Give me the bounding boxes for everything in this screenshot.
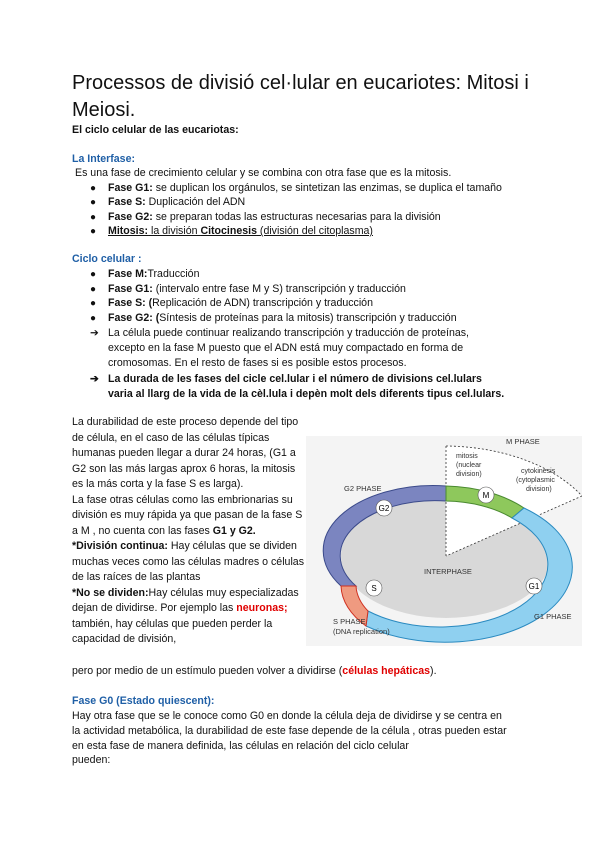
bullet-icon: ● xyxy=(90,269,97,280)
text: ). xyxy=(430,665,437,677)
mitosis-text: (nuclear xyxy=(456,462,482,469)
g1-label: G1 xyxy=(528,582,540,591)
item-label: Fase G2: xyxy=(108,211,153,223)
bullet-icon: ● xyxy=(90,298,97,309)
item-label: Fase G2: ( xyxy=(108,312,160,324)
paragraph xyxy=(72,586,304,648)
item-text: (intervalo entre fase M y S) transcripción y traducción xyxy=(152,283,406,295)
item-text: la división xyxy=(148,225,201,237)
bullet-icon: ● xyxy=(90,183,97,194)
text-line: en esta fase de manera definida, las células en relación del ciclo celular xyxy=(72,739,409,752)
list-item xyxy=(90,210,441,225)
m-label: M xyxy=(482,491,490,500)
arrow-text-line: La célula puede continuar realizando transcripción y traducción de proteínas, xyxy=(108,327,469,339)
interphase-label: INTERPHASE xyxy=(424,567,472,576)
text: Hay células muy especializadas dejan de dividirse. Por ejemplo las xyxy=(72,586,299,614)
text-bold: G1 y G2. xyxy=(212,524,256,537)
dna-replication-label: (DNA replication) xyxy=(333,627,390,636)
mitosis-text: mitosis xyxy=(456,453,478,460)
arrow-right-icon: ➔ xyxy=(90,327,99,339)
list-item xyxy=(90,224,373,239)
item-label: Fase G1: xyxy=(108,283,153,295)
interfase-heading: La Interfase: xyxy=(72,153,135,165)
list-item xyxy=(90,181,502,196)
g0-text xyxy=(72,709,507,768)
paragraph xyxy=(72,493,304,540)
g0-heading: Fase G0 (Estado quiescent): xyxy=(72,695,215,707)
text-bold: *División continua: xyxy=(72,540,168,552)
s-label: S xyxy=(371,584,377,593)
list-item xyxy=(90,282,406,297)
bullet-icon: ● xyxy=(90,197,97,208)
cell-cycle-diagram xyxy=(306,436,582,646)
item-text: se duplican los orgánulos, se sintetizan las enzimas, se duplica el tamaño xyxy=(152,182,502,194)
g2-phase-label: G2 PHASE xyxy=(344,484,382,493)
text-bold: *No se dividen: xyxy=(72,586,149,599)
item-label: Fase G1: xyxy=(108,182,153,194)
arrow-item xyxy=(90,372,505,402)
item-text: Síntesis de proteínas para la mitosis) transcripción y traducción xyxy=(159,312,457,324)
arrow-text-line: excepto en la fase M puesto que el ADN está muy compactado en forma de xyxy=(108,342,464,354)
paragraph xyxy=(72,664,437,679)
item-text: se preparan todas las estructuras necesarias para la división xyxy=(152,211,441,223)
text: también, hay células que pueden perder la capacidad de división, xyxy=(72,617,273,645)
arrow-text-line: varia al llarg de la vida de la cèl.lula i depèn molt dels diferents tipus cel.lulars. xyxy=(108,388,505,400)
bullet-icon: ● xyxy=(90,226,97,237)
text-line: Hay otra fase que se le conoce como G0 en donde la célula deja de dividirse y se centra en xyxy=(72,710,502,722)
item-bold: Citocinesis xyxy=(200,225,257,237)
item-label: Fase M: xyxy=(108,268,148,280)
highlight-neuronas: neuronas; xyxy=(236,602,288,614)
ciclo-heading: Ciclo celular : xyxy=(72,253,142,265)
cytokinesis-text: division) xyxy=(526,486,552,493)
arrow-text-line: La durada de les fases del cicle cel.lular i el número de divisions cel.lulars xyxy=(108,373,482,385)
g2-label: G2 xyxy=(378,504,390,513)
text: La fase otras células como las embrionarias su división es muy rápida ya que pasan de la fase S a M , no cuenta con las fases xyxy=(72,493,303,537)
durabilidad-text xyxy=(72,415,304,648)
highlight-hepaticas: células hepáticas xyxy=(342,665,431,677)
bullet-icon: ● xyxy=(90,313,97,324)
item-label: Mitosis: xyxy=(108,225,149,237)
list-item xyxy=(90,311,457,326)
list-item xyxy=(90,296,373,311)
page-title: Processos de divisió cel·lular en eucariotes: Mitosi i Meiosi. xyxy=(72,72,529,121)
paragraph xyxy=(72,539,304,586)
item-text: Replicación de ADN) transcripción y traducción xyxy=(152,297,373,309)
cytokinesis-text: (cytoplasmic xyxy=(516,477,555,484)
item-text: (división del citoplasma) xyxy=(256,225,373,237)
text: pero por medio de un estímulo pueden volver a dividirse ( xyxy=(72,665,343,677)
paragraph: La durabilidad de este proceso depende del tipo de célula, en el caso de las células típicas humanas pueden llegar a durar 24 horas, (G1 a G2 son las más largas aprox 6 horas, la mitosis es la más corta y la fase S es larga). xyxy=(72,416,299,490)
section-subtitle: El ciclo celular de las eucariotas: xyxy=(72,124,239,136)
item-label: Fase S: xyxy=(108,196,146,208)
s-phase-label: S PHASE xyxy=(333,617,366,626)
item-text: Traducción xyxy=(147,268,200,280)
list-item xyxy=(90,267,200,282)
arrow-right-icon: ➔ xyxy=(90,373,99,385)
g1-phase-label: G1 PHASE xyxy=(534,612,572,621)
list-item xyxy=(90,195,246,210)
m-phase-label: M PHASE xyxy=(506,437,540,446)
text-line: la actividad metabólica, la durabilidad de este fase depende de la célula , otras pueden estar xyxy=(72,724,507,737)
arrow-item xyxy=(90,326,469,371)
mitosis-text: division) xyxy=(456,471,482,478)
item-text: Duplicación del ADN xyxy=(145,196,246,208)
item-label: Fase S: ( xyxy=(108,297,153,309)
interfase-intro: Es una fase de crecimiento celular y se combina con otra fase que es la mitosis. xyxy=(75,167,452,179)
bullet-icon: ● xyxy=(90,212,97,223)
text-line: pueden: xyxy=(72,754,111,767)
text: Hay células que se dividen muchas veces como las células madres o células de las raíces de las plantas xyxy=(72,540,304,583)
bullet-icon: ● xyxy=(90,284,97,295)
cytokinesis-text: cytokinesis xyxy=(521,468,556,475)
arrow-text-line: cromosomas. En el resto de fases si es posible estos procesos. xyxy=(108,357,407,369)
